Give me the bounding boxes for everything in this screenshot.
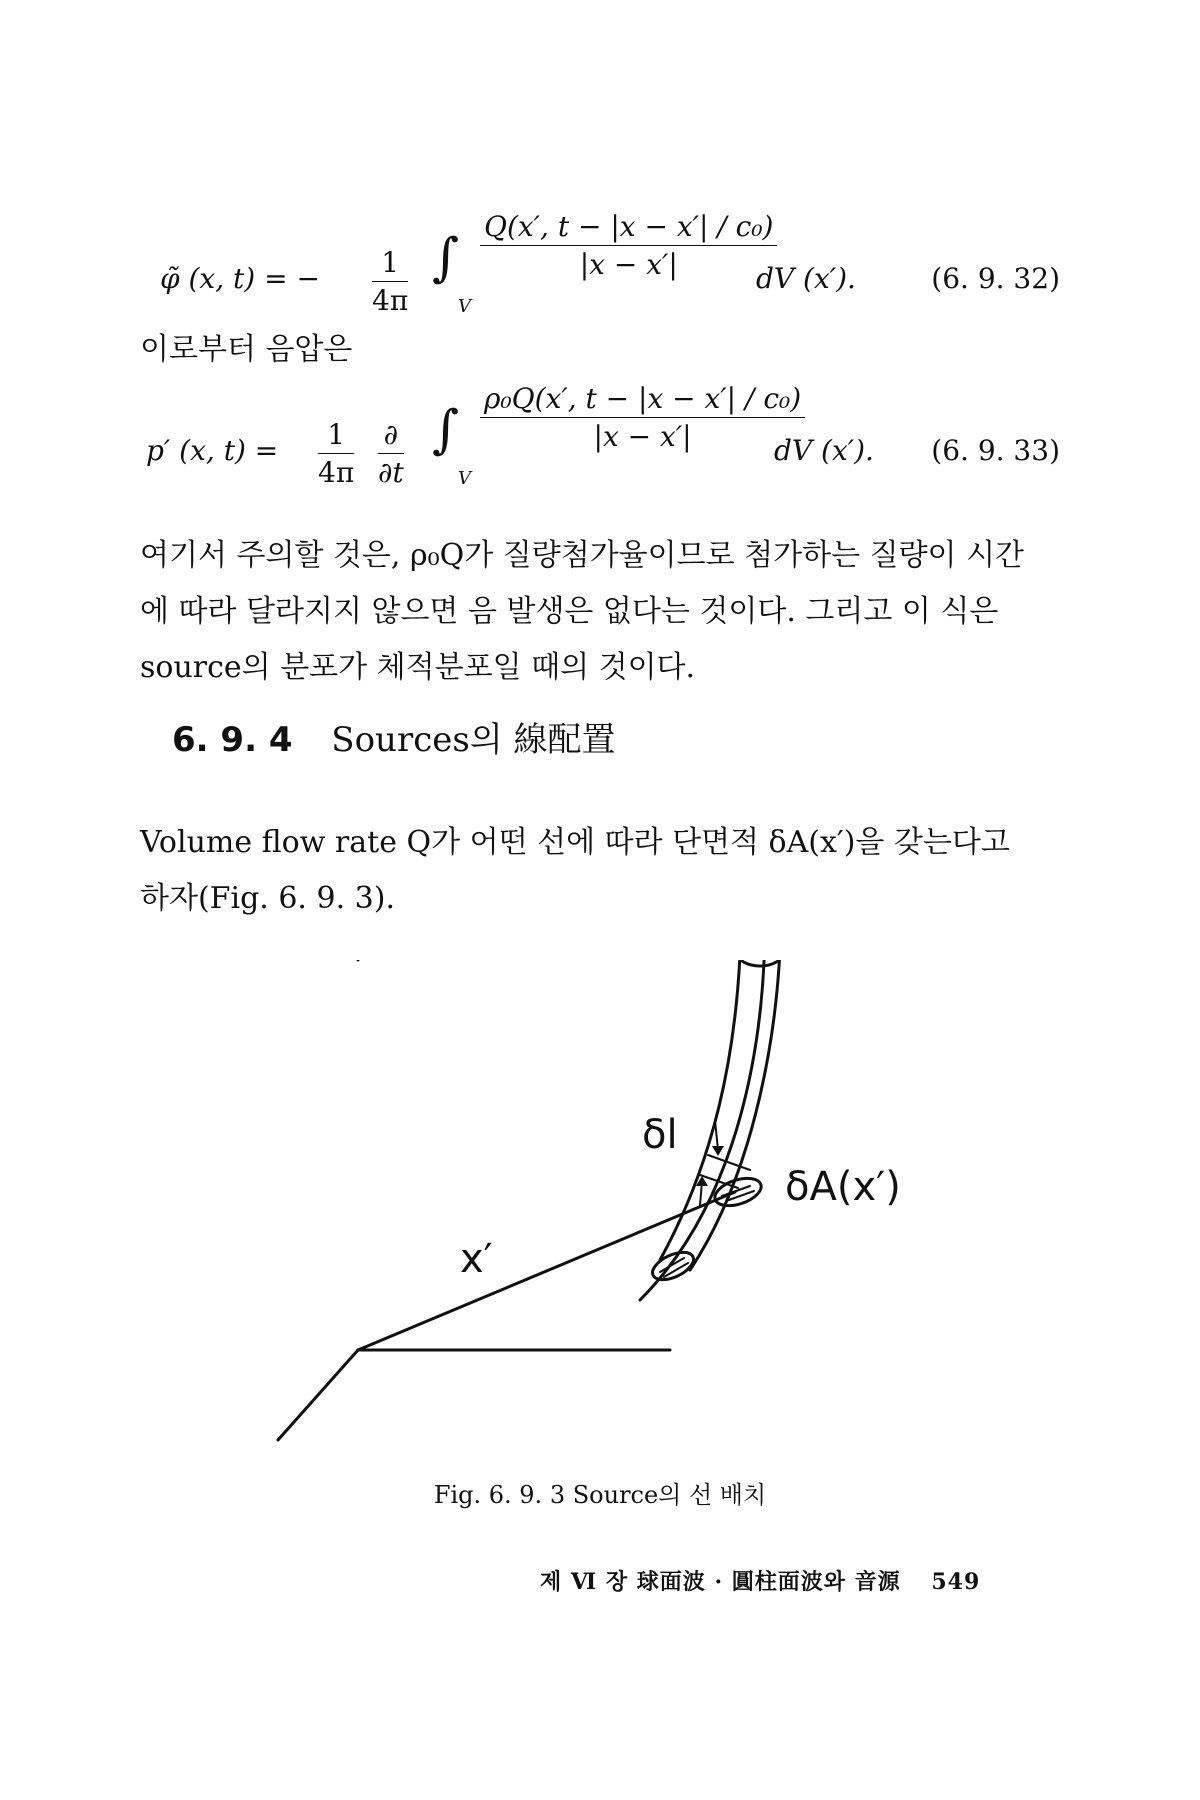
axis-diagonal bbox=[278, 1350, 358, 1440]
equation-6-9-32 bbox=[140, 200, 1060, 330]
running-footer bbox=[540, 1565, 980, 1596]
figure-source-line bbox=[260, 960, 940, 1460]
differential: dV (x′). bbox=[774, 434, 874, 467]
label-delta-l: δl bbox=[642, 1112, 678, 1158]
position-vector bbox=[358, 1192, 735, 1350]
integral-sign: ∫ bbox=[432, 400, 460, 460]
section-number: 6. 9. 4 bbox=[172, 720, 293, 760]
coefficient-fraction: $\frac{1}{4\pi}$ bbox=[318, 418, 355, 489]
integrand-fraction: $\frac{\text{ρ₀Q(x′, t − |x − x′| / c₀)}}{|x - x'|}$ bbox=[480, 382, 805, 453]
equation-lhs: φ̃ (x, t) = − bbox=[160, 262, 320, 295]
paragraph-volume-flow: Volume flow rate Q가 어떤 선에 따라 단면적 δA(x′)을 갖는다고 하자(Fig. 6. 9. 3). bbox=[140, 825, 1010, 916]
dim-arrow-top bbox=[715, 1120, 718, 1150]
label-x-prime: x′ bbox=[460, 1236, 493, 1282]
paragraph-intro: 이로부터 음압은 bbox=[140, 332, 353, 367]
derivative-fraction: ∂ ∂t bbox=[378, 418, 404, 489]
label-delta-a: δA(x′) bbox=[785, 1164, 901, 1210]
page-number: 549 bbox=[931, 1569, 981, 1595]
chapter-title: 제 Ⅵ 장 球面波 · 圓柱面波와 音源 bbox=[540, 1569, 901, 1595]
tube-edge-left bbox=[660, 960, 740, 1260]
cross-section-bottom bbox=[648, 1247, 697, 1286]
integral-sign: ∫ bbox=[432, 228, 460, 288]
tube-top-ellipse bbox=[738, 960, 782, 966]
integrand-fraction: $\frac{\text{Q(x′, t − |x − x′| / c₀)}}{|x - x'|}$ bbox=[480, 210, 777, 281]
equation-lhs: p′ (x, t) = bbox=[146, 434, 279, 467]
section-title: Sources의 線配置 bbox=[331, 720, 616, 760]
equation-number: (6. 9. 32) bbox=[931, 262, 1060, 295]
arrowhead-down bbox=[712, 1146, 724, 1156]
section-heading bbox=[172, 712, 615, 761]
equation-6-9-33 bbox=[140, 372, 1060, 502]
differential: dV (x′). bbox=[756, 262, 856, 295]
integral-subscript: V bbox=[458, 296, 471, 317]
paragraph-note: 여기서 주의할 것은, ρ₀Q가 질량첨가율이므로 첨가하는 질량이 시간에 따라 달라지지 않으면 음 발생은 없다는 것이다. 그리고 이 식은 source의 분포가 체적분포일 때의 것이다. bbox=[140, 538, 1025, 685]
equation-number: (6. 9. 33) bbox=[931, 434, 1060, 467]
integral-subscript: V bbox=[458, 468, 471, 489]
coefficient-fraction: $\frac{1}{4\pi}$ bbox=[372, 246, 409, 317]
figure-caption: Fig. 6. 9. 3 Source의 선 배치 bbox=[433, 1481, 767, 1509]
